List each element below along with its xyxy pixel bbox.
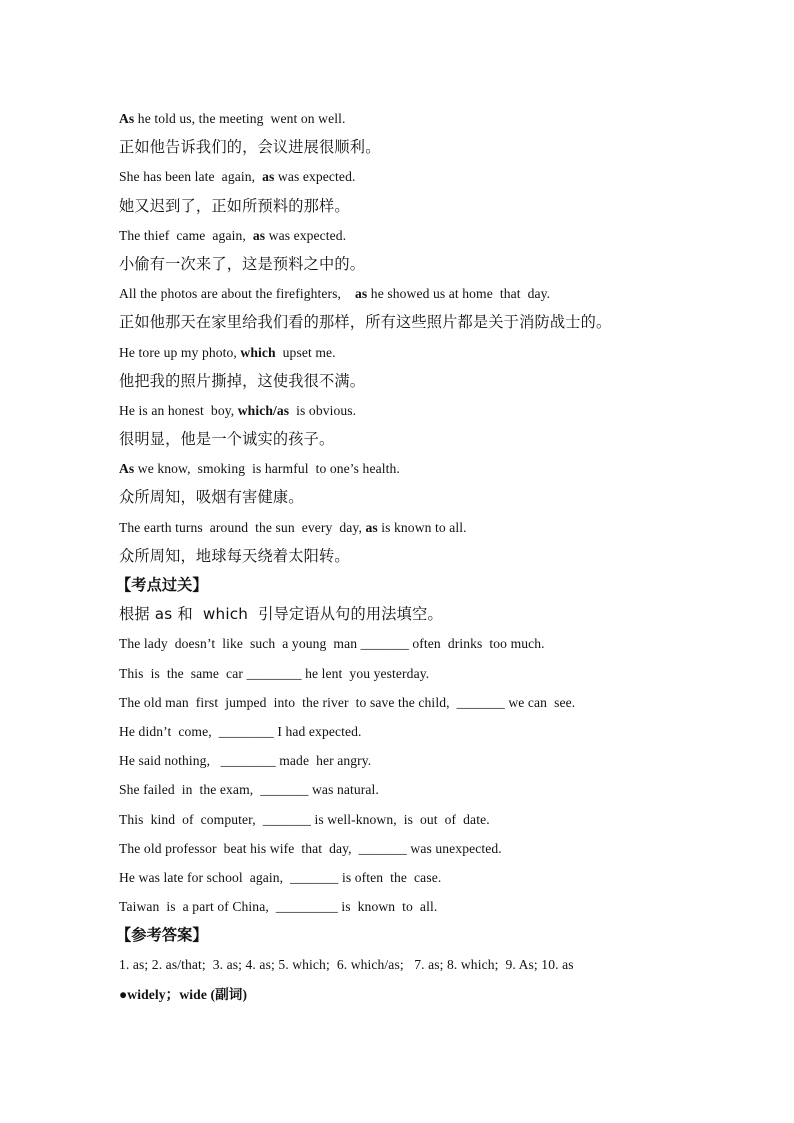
example-translation-zh: 正如他那天在家里给我们看的那样，所有这些照片都是关于消防战士的。	[119, 313, 612, 332]
section-heading-answers: 【参考答案】	[116, 926, 208, 945]
exercise-item: He didn’t come, ________ I had expected.	[119, 723, 362, 739]
example-translation-zh: 他把我的照片撕掉，这使我很不满。	[119, 371, 366, 390]
example-sentence-en: She has been late again, as was expected.	[119, 169, 356, 185]
exercise-item: She failed in the exam, _______ was natural.	[119, 782, 379, 798]
example-translation-zh: 很明显，他是一个诚实的孩子。	[119, 430, 335, 449]
answer-key: 1. as; 2. as/that; 3. as; 4. as; 5. which; 6. which/as; 7. as; 8. which; 9. As; 10. as	[119, 957, 574, 973]
example-sentence-en: As he told us, the meeting went on well.	[119, 111, 346, 126]
example-translation-zh: 她又迟到了，正如所预料的那样。	[119, 196, 350, 215]
section-heading-exercise: 【考点过关】	[116, 576, 208, 594]
keyword: As	[119, 461, 135, 477]
example-translation-zh: 众所周知，地球每天绕着太阳转。	[119, 546, 350, 565]
bullet-heading: ●widely；wide (副词)	[119, 986, 248, 1002]
keyword: as	[252, 227, 266, 243]
exercise-item: The old professor beat his wife that day, _______ was unexpected.	[119, 840, 502, 856]
exercise-item: This is the same car ________ he lent you yesterday.	[119, 665, 430, 681]
exercise-item: The lady doesn’t like such a young man _______ often drinks too much.	[119, 636, 545, 652]
keyword: as	[262, 169, 275, 185]
example-sentence-en: All the photos are about the firefighters, as he showed us at home that day.	[119, 286, 551, 302]
keyword: which	[240, 344, 276, 360]
example-sentence-en: He tore up my photo, which upset me.	[119, 344, 336, 360]
example-sentence-en: The earth turns around the sun every day, as is known to all.	[119, 519, 467, 535]
exercise-item: He said nothing, ________ made her angry.	[119, 753, 372, 769]
document-body	[116, 104, 719, 1009]
example-sentence-en: He is an honest boy, which/as is obvious.	[119, 402, 357, 418]
example-translation-zh: 正如他告诉我们的，会议进展很顺利。	[119, 138, 381, 157]
exercise-item: Taiwan is a part of China, _________ is known to all.	[119, 899, 438, 915]
keyword: which/as	[237, 402, 290, 418]
next-topic-heading	[119, 980, 719, 1009]
exercise-instruction: 根据 as 和 which 引导定语从句的用法填空。	[119, 605, 443, 624]
keyword: as	[355, 286, 368, 302]
example-sentence-en: As we know, smoking is harmful to one’s health.	[119, 461, 400, 477]
example-translation-zh: 小偷有一次来了，这是预料之中的。	[119, 254, 366, 273]
keyword: As	[119, 111, 135, 126]
example-sentence-en: The thief came again, as was expected.	[119, 227, 347, 243]
keyword: as	[365, 519, 378, 535]
example-translation-zh: 众所周知，吸烟有害健康。	[119, 488, 304, 507]
exercise-item: He was late for school again, _______ is often the case.	[119, 869, 442, 885]
exercise-item: This kind of computer, _______ is well-known, is out of date.	[119, 811, 490, 827]
exercise-item: The old man first jumped into the river to save the child, _______ we can see.	[119, 694, 576, 710]
